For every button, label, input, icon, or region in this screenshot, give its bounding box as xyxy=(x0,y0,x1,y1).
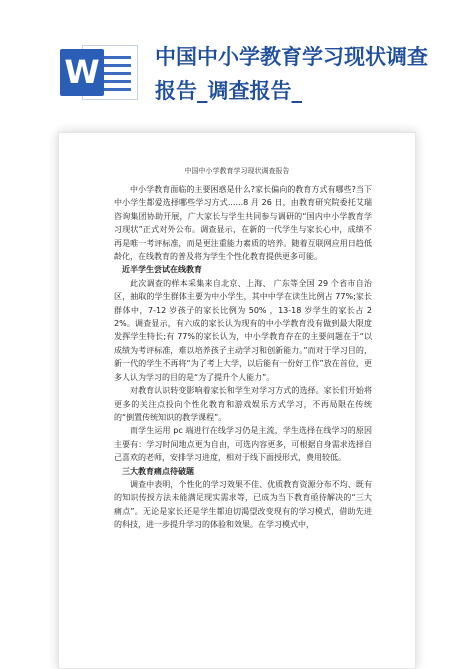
document-heading: 中国中小学教育学习现状调查报告 xyxy=(184,167,290,175)
page-header xyxy=(0,0,474,125)
document-preview xyxy=(58,132,416,669)
body-paragraph: 对教育认识转变影响着家长和学生对学习方式的选择。家长们开始将更多的关注点投向个性化教育和游戏娱乐方式学习，不再局限在传统的“倒置传统知识的教学课程”。 xyxy=(114,386,372,422)
body-paragraph: 中小学教育面临的主要困惑是什么?家长偏向的教育方式有哪些?当下中小学生都爱选择哪些学习方式......8 月 26 日，由教育研究院委托艾瑞咨询集团协助开展，广大家长与学生共同参与调研的“国内中小学教育学习现状”正式对外公布。调查显示，在新的一代学生与家长心中，成绩不再是唯一考评标准，而是更注重能力素质的培养。随着互联网应用日趋低龄化，在线教育的普及将为学生个性化教育提供更多可能。 xyxy=(114,185,372,262)
section-heading: 近半学生尝试在线教育 xyxy=(122,265,202,275)
word-app-badge: W xyxy=(60,49,104,96)
section-heading: 三大教育痛点待破题 xyxy=(122,466,194,476)
word-document-icon xyxy=(60,45,138,100)
body-paragraph: 而学生运用 pc 端进行在线学习仍是主流，学生选择在线学习的原因主要有：学习时间地点更为自由，可选内容更多，可根据自身需求选择自己喜欢的老师，安排学习进度，相对于线下面授形式，费用较低。 xyxy=(114,426,372,463)
page-title: 中国中小学教育学习现状调查报告_调查报告_ xyxy=(155,45,428,103)
document-body xyxy=(114,183,372,532)
body-paragraph: 调查中表明，个性化的学习效果不佳、优质教育资源分布不均、既有的知识传授方法未能满足现实需求等，已成为当下教育亟待解决的“三大痛点”。无论是家长还是学生都迫切渴望改变现有的学习模式，借助先进的科技，进一步提升学习的体验和效果。在学习模式中， xyxy=(114,479,372,530)
body-paragraph: 此次调查的样本采集来自北京、上海、 广东等全国 29 个省市自治区，抽取的学生群体主要为中小学生，其中中学在读生比例占 77%;家长群体中，7-12 岁孩子的家长比例为 50% ，13-18 岁学生的家长占 22%。调查显示，有六成的家长认为现有的中小学教育没有做到最大限度发挥学生特长;有 77%的家长认为，中小学教育存在的主要问题在于“以成绩为考评标准，难以培养孩子主动学习和创新能力。”而对于学习目的，新一代的学生不再将“为了考上大学，以后能有一份好工作”放在首位，更多人认为学习的目的是“为了提升个人能力”。 xyxy=(114,278,372,382)
